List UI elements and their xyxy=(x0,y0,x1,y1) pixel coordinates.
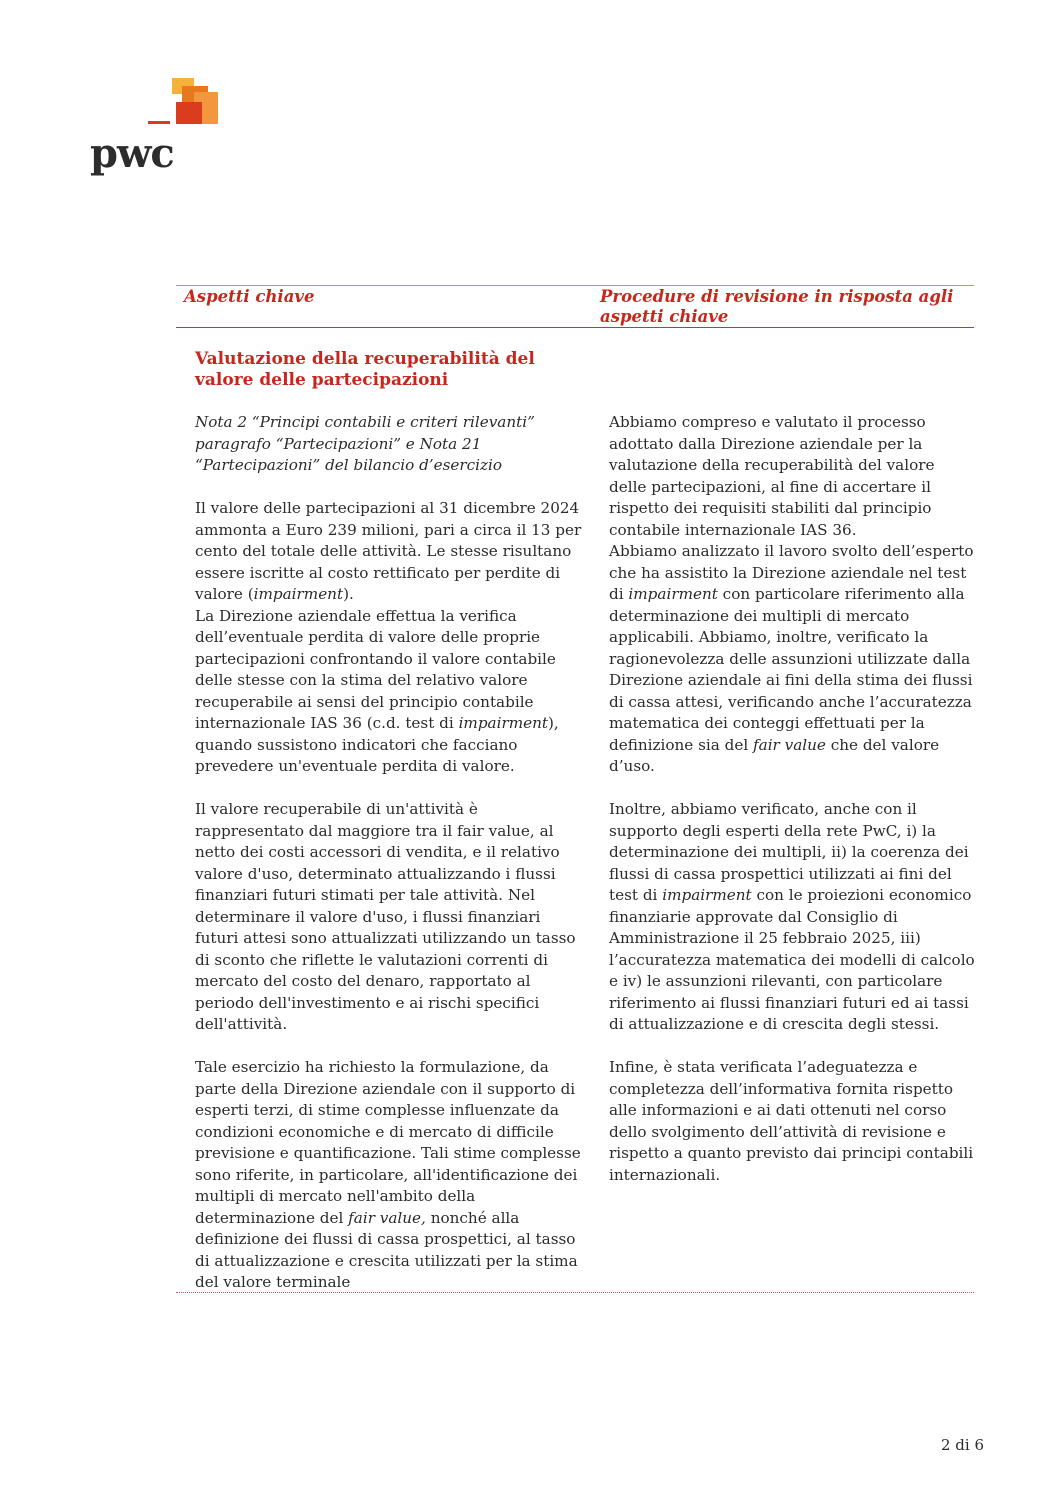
table-bottom-rule xyxy=(176,1292,974,1293)
pwc-logo xyxy=(90,78,230,178)
right-column xyxy=(609,412,975,1186)
left-paragraph-1: Il valore delle partecipazioni al 31 dicembre 2024 ammonta a Euro 239 milioni, pari a circa il 13 per cento del totale delle attività. Le stesse risultano essere iscritte al costo rettificato per perdite di valore (impairment). xyxy=(195,499,582,603)
right-paragraph-2: Abbiamo analizzato il lavoro svolto dell’esperto che ha assistito la Direzione aziendale nel test di impairment con particolare riferimento alla determinazione dei multipli di mercato applicabili. Abbiamo, inoltre, verificato la ragionevolezza delle assunzioni utilizzate dalla Direzione aziendale ai fini della stima dei flussi di cassa attesi, verificando anche l’accuratezza matematica dei conteggi effettuati per la definizione sia del fair value che del valore d’uso. xyxy=(609,542,974,775)
logo-block-red xyxy=(176,102,202,124)
left-paragraph-4: Tale esercizio ha richiesto la formulazione, da parte della Direzione aziendale con il supporto di esperti terzi, di stime complesse influenzate da condizioni economiche e di mercato di difficile previsione e quantificazione. Tali stime complesse sono riferite, in particolare, all'identificazione dei multipli di mercato nell'ambito della determinazione del fair value, nonché alla definizione dei flussi di cassa prospettici, al tasso di attualizzazione e crescita utilizzati per la stima del valore terminale xyxy=(195,1058,581,1291)
right-paragraph-4: Infine, è stata verificata l’adeguatezza e completezza dell’informativa fornita rispetto alle informazioni e ai dati ottenuti nel corso dello svolgimento dell’attività di revisione e rispetto a quanto previsto dai principi contabili internazionali. xyxy=(609,1058,974,1184)
section-title: Valutazione della recuperabilità del valore delle partecipazioni xyxy=(195,349,535,390)
left-paragraph-2: La Direzione aziendale effettua la verifica dell’eventuale perdita di valore delle proprie partecipazioni confrontando il valore contabile delle stesse con la stima del relativo valore recuperabile ai sensi del principio contabile internazionale IAS 36 (c.d. test di impairment), quando sussistono indicatori che facciano prevedere un'eventuale perdita di valore. xyxy=(195,606,559,775)
logo-text: pwc xyxy=(90,130,174,177)
header-top-rule xyxy=(176,285,974,286)
page-number: 2 di 6 xyxy=(940,1436,984,1454)
header-right: Procedure di revisione in risposta agli aspetti chiave xyxy=(600,287,954,326)
header-left: Aspetti chiave xyxy=(184,287,315,306)
left-paragraph-3: Il valore recuperabile di un'attività è rappresentato dal maggiore tra il fair value, al netto dei costi accessori di vendita, e il relativo valore d'uso, determinato attualizzando i flussi finanziari futuri stimati per tale attività. Nel determinare il valore d'uso, i flussi finanziari futuri attesi sono attualizzati utilizzando un tasso di sconto che riflette le valutazioni correnti di mercato del costo del denaro, rapportato al periodo dell'investimento e ai rischi specifici dell'attività. xyxy=(195,800,576,1033)
right-paragraph-3: Inoltre, abbiamo verificato, anche con il supporto degli esperti della rete PwC, i) la determinazione dei multipli, ii) la coerenza dei flussi di cassa prospettici utilizzati ai fini del test di impairment con le proiezioni economico finanziarie approvate dal Consiglio di Amministrazione il 25 febbraio 2025, iii) l’accuratezza matematica dei modelli di calcolo e iv) le assunzioni rilevanti, con particolare riferimento ai flussi finanziari futuri ed ai tassi di attualizzazione e di crescita degli stessi. xyxy=(609,800,975,1033)
left-column xyxy=(195,412,585,1294)
right-paragraph-1: Abbiamo compreso e valutato il processo adottato dalla Direzione aziendale per la valutazione della recuperabilità del valore delle partecipazioni, al fine di accertare il rispetto dei requisiti stabiliti dal principio contabile internazionale IAS 36. xyxy=(609,413,935,539)
note-reference: Nota 2 “Principi contabili e criteri rilevanti” paragrafo “Partecipazioni” e Nota 21 “Partecipazioni” del bilancio d’esercizio xyxy=(195,413,535,474)
header-bottom-rule xyxy=(176,327,974,328)
logo-dash xyxy=(148,121,170,124)
